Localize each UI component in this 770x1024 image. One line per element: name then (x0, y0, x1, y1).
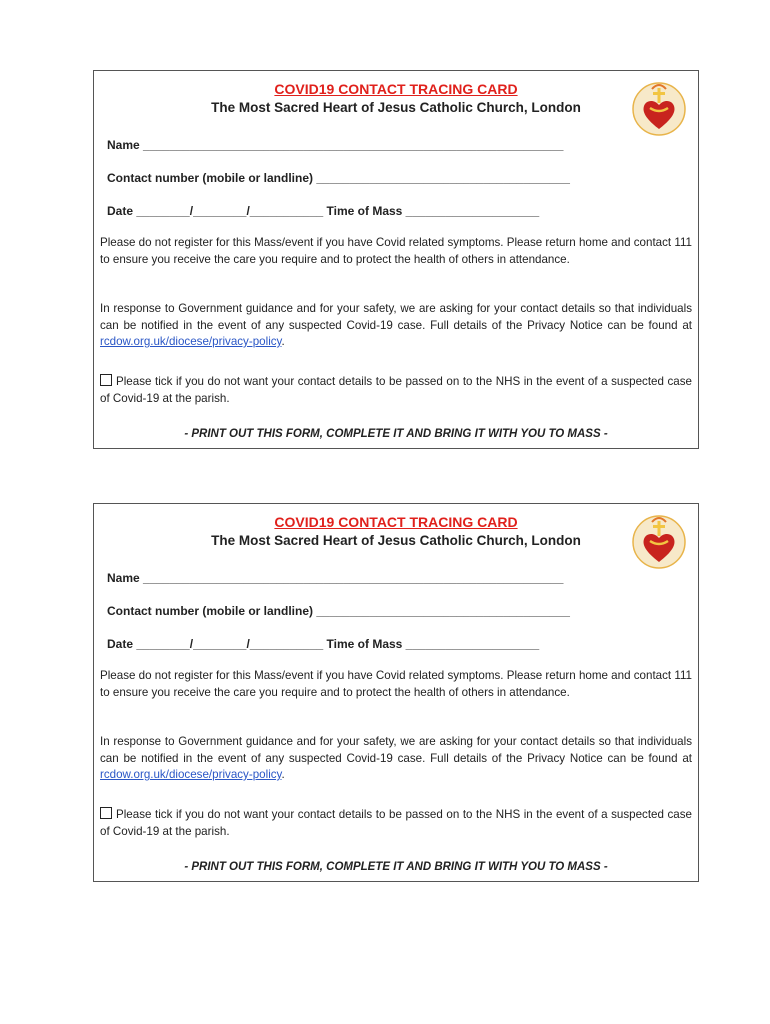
name-field[interactable]: Name _______________________________________________________________ (107, 138, 564, 152)
nhs-opt-out-checkbox[interactable] (100, 374, 112, 386)
privacy-notice-end: . (281, 768, 285, 781)
nhs-opt-out-label: Please tick if you do not want your contact details to be passed on to the NHS in the event of a suspected case of Covid-19 at the parish. (100, 808, 692, 838)
nhs-opt-out-checkbox[interactable] (100, 807, 112, 819)
sacred-heart-emblem-icon (630, 512, 688, 572)
date-and-mass-time-field[interactable]: Date ________/________/___________ Time of Mass ____________________ (107, 204, 540, 218)
symptoms-notice: Please do not register for this Mass/event if you have Covid related symptoms. Please return home and contact 111 to ensure you receive the care you require and to protect the health of others in attendance. (100, 236, 692, 266)
privacy-policy-link[interactable]: rcdow.org.uk/diocese/privacy-policy (100, 335, 282, 348)
privacy-notice (100, 301, 692, 351)
sacred-heart-emblem-icon (630, 79, 688, 139)
card-subtitle: The Most Sacred Heart of Jesus Catholic Church, London (211, 100, 581, 115)
contact-tracing-card-1 (93, 70, 699, 449)
name-field[interactable]: Name _______________________________________________________________ (107, 571, 564, 585)
card-footer: - PRINT OUT THIS FORM, COMPLETE IT AND BRING IT WITH YOU TO MASS - (184, 861, 608, 873)
nhs-opt-out (100, 807, 692, 840)
card-footer: - PRINT OUT THIS FORM, COMPLETE IT AND BRING IT WITH YOU TO MASS - (184, 428, 608, 440)
date-and-mass-time-field[interactable]: Date ________/________/___________ Time of Mass ____________________ (107, 637, 540, 651)
card-title: COVID19 CONTACT TRACING CARD (274, 81, 518, 97)
privacy-policy-link[interactable]: rcdow.org.uk/diocese/privacy-policy (100, 768, 282, 781)
privacy-notice-text: In response to Government guidance and for your safety, we are asking for your contact details so that individuals can be notified in the event of any suspected Covid-19 case. Full details of the Privacy Notice can be found at (100, 735, 692, 765)
nhs-opt-out-label: Please tick if you do not want your contact details to be passed on to the NHS in the event of a suspected case of Covid-19 at the parish. (100, 375, 692, 405)
privacy-notice-text: In response to Government guidance and for your safety, we are asking for your contact details so that individuals can be notified in the event of any suspected Covid-19 case. Full details of the Privacy Notice can be found at (100, 302, 692, 332)
symptoms-notice: Please do not register for this Mass/event if you have Covid related symptoms. Please return home and contact 111 to ensure you receive the care you require and to protect the health of others in attendance. (100, 669, 692, 699)
privacy-notice-end: . (281, 335, 285, 348)
nhs-opt-out (100, 374, 692, 407)
contact-number-field[interactable]: Contact number (mobile or landline) ______________________________________ (107, 171, 570, 185)
contact-number-field[interactable]: Contact number (mobile or landline) ______________________________________ (107, 604, 570, 618)
card-subtitle: The Most Sacred Heart of Jesus Catholic Church, London (211, 533, 581, 548)
privacy-notice (100, 734, 692, 784)
contact-tracing-card-2 (93, 503, 699, 882)
card-title: COVID19 CONTACT TRACING CARD (274, 514, 518, 530)
